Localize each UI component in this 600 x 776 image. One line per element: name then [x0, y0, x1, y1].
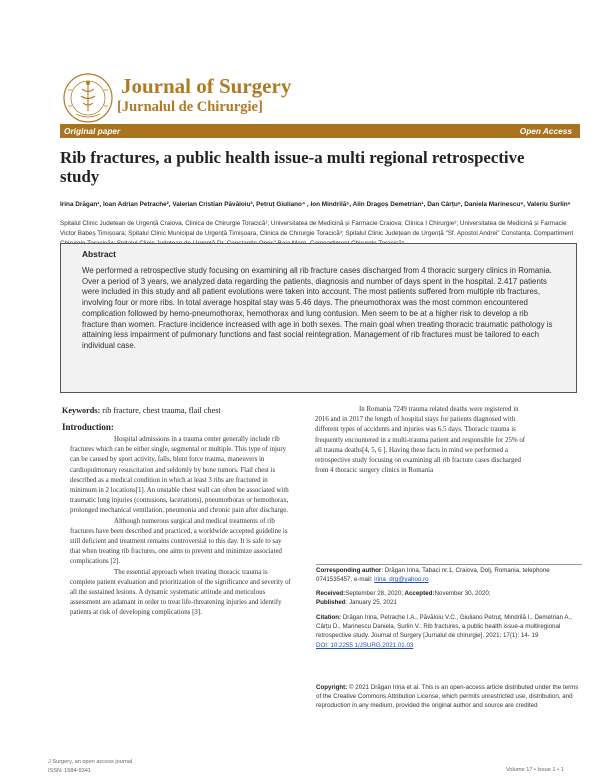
journal-seal-icon [60, 70, 116, 126]
intro-paragraph: Hospital admissions in a trauma center generally include rib fractures which can be either single, segmental or multiple. This type of injury can be caused by sport activity, falls, blunt force trauma, maneuvers in cardiopulmonary resuscitation and seldomly by bone tumors. Flail chest is described as a medical condition in which at least 3 ribs are fractured in minimum in 2 locations[1]. An unstable chest wall can often be associated with traumatic lung injuries (contusions, lacerations), pneumothorax or hemothorax, prolonged mechanical ventilation, pneumonia and chronic pain after discharge. [70, 436, 289, 515]
corresponding-author [316, 566, 582, 584]
accepted-label: Accepted: [403, 590, 435, 597]
copyright-text: © 2021 Drăgan Irina et al. This is an open-access article distributed under the terms of the Creative Commons Attribution License, which permits unrestricted use, distribution, and reproduction in any medium, provided the original author and source are credited [316, 684, 579, 710]
email-link[interactable]: irina_drg@yahoo.ro [374, 576, 429, 584]
left-column [70, 435, 292, 619]
copyright [316, 683, 582, 711]
citation-text: Drăgan Irina, Petrache I.A., Păvăloiu V.C., Giuliano Petruț, Mindrilă I., Demetrian A., Cârțu D., Marinescu Daniela, Șurlin V.: Rib fractures, a public health issue-a multiregional retrospective study. Journal of Surgery [Jurnalul de chirurgie]. 2021; 17(1): 14- 19 [316, 614, 572, 640]
info-separator [316, 564, 582, 565]
footer-journal-name: J Surgery, an open access journal [48, 759, 133, 765]
received-date: September 28, 2020; [345, 590, 404, 597]
journal-subtitle: [Jurnalul de Chirurgie] [117, 99, 263, 115]
corresponding-author-text: : Drăgan Irina, Tabaci nr.1, Craiova, Dolj, Romania, telephone 0741535457, e-mail: [316, 567, 550, 584]
right-column [315, 405, 528, 476]
received-label: Received: [316, 590, 346, 597]
footer-volume-info: Volume 17 • Issue 1 • 1 [506, 767, 564, 773]
accepted-date: November 30, 2020; [434, 590, 491, 597]
abstract-text: We performed a retrospective study focusing on examining all rib fracture cases discharged from 4 thoracic surgery clinics in Romania. Over a period of 3 years, we analyzed data regarding the patients, diagnosis and number of days spent in the hospital. 2.417 patients were included in this study and all patient evolutions were taken into account. The most patients suffered from multiple rib fractures, involving four or more ribs. In total average hospital stay was 5.46 days. The pneumothorax was the most common encountered complication followed by hemo-pneumothorax, hemothorax and lung contusion. Men seem to be at a higher risk to develop a rib fracture than women. Fracture incidence increased with age in both sexes. The main goal when treating thoracic traumatic pathology is attaining less impairment of pulmonary functions and fast social reintegration. Management of rib fractures must be tailored to each individual case. [82, 266, 553, 350]
affiliations: Spitalul Clinic Judetean de Urgență Craiova, Clinica de Chirurgie Toracică¹; Universitatea de Medicină și Farmacie Craiova; Clinica I Chirurgie²; Universitatea de Medicină și Farmacie Victor Babeș Timișoara; Spitalul Clinic Municipal de Urgență Timișoara, Clinica de Chirurgie Toracică³; Spitalul Clinic Județean de Urgență "Sf. Apostol Andrei" Constanța, Compartiment [60, 220, 574, 237]
open-access-label: Open Access [519, 126, 572, 136]
citation-label: Citation: [316, 614, 342, 621]
article-title: Rib fractures, a public health issue-a multi regional retrospective study [60, 148, 525, 186]
journal-logo [60, 70, 116, 126]
published-label: Published [316, 599, 346, 607]
author-list: Irina Drăgan¹, Ioan Adrian Petrache², Valerian Cristian Păvăloiu³, Petruț Giuliano⁴ , Ion Mindrilă⁵, Alin Dragoș Demetrian¹, Dan Cârțu⁶, Daniela Marinescu⁶, Valeriu Șurlin⁶ [60, 201, 571, 208]
intro-paragraph: Although numerous surgical and medical treatments of rib fractures have been described and practiced, a worldwide accepted guideline is still deficient and treatment remains controversial to this day. It is safe to say that when treating rib fractures, one aims to prevent and minimize associated complications [2]. [70, 517, 288, 566]
article-type-label: Original paper [64, 126, 121, 136]
footer-journal-info [48, 758, 132, 776]
keywords-label: Keywords: [62, 406, 101, 415]
intro-paragraph: The essential approach when treating thoracic trauma is complete patient evaluation and prioritization of the significance and severity of all the sustained lesions. A dynamic systematic attitude and meticulous assessment are adamant in order to treat life-threatening injuries and identify patients at risk of developing complications [3]. [70, 568, 291, 617]
introduction-heading: Introduction: [62, 422, 114, 432]
footer-issn: ISSN: 1584-9341 [48, 768, 91, 774]
doi-link[interactable]: DOI: 10.2255 1/JSURG.2021.01.03 [316, 641, 414, 649]
published-date: : January 25, 2021 [345, 599, 397, 607]
corresponding-author-label: Corresponding author [316, 567, 382, 574]
intro-paragraph: In Romania 7249 trauma related deaths were registered in 2016 and in 2017 the length of hospital stays for patients diagnosed with different types of accidents and injuries was 6.5 days. Thoracic trauma is frequently encountered in a multi-trauma patient and responsible for 25% of all trauma deaths[4, 5, 6 ]. Having these facts in mind we performed a retrospective study focusing on examining all rib fracture cases discharged from 4 thoracic surgery clinics in Romania [315, 406, 526, 475]
abstract-heading: Abstract [82, 249, 116, 259]
citation [316, 613, 582, 650]
copyright-label: Copyright: [316, 684, 348, 691]
keywords [62, 406, 322, 415]
article-dates [316, 589, 582, 607]
journal-title: Journal of Surgery [121, 74, 292, 98]
keywords-text: rib fracture, chest trauma, flail chest [100, 406, 221, 415]
article-type-banner [60, 124, 580, 138]
